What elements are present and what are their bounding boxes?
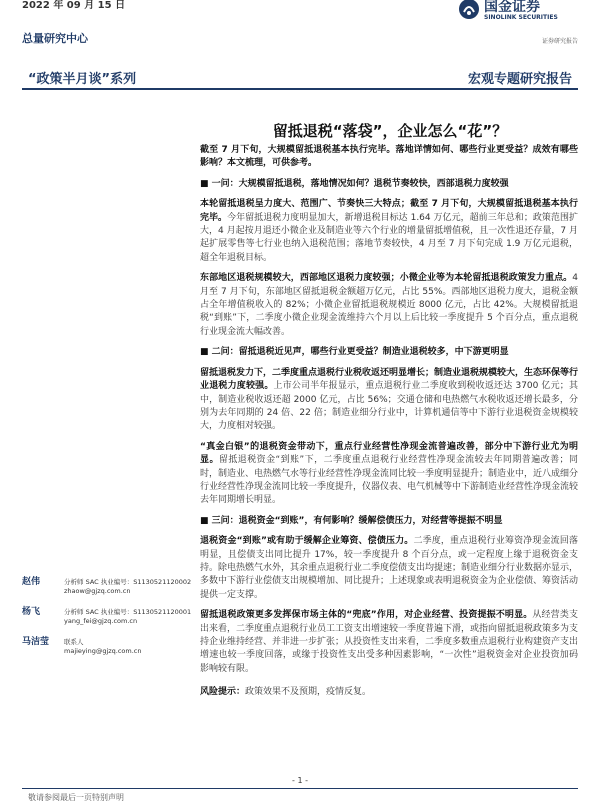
- page-number: - 1 -: [292, 776, 308, 785]
- section-2-p2-text: 留抵退税资金“到账”下，二季度重点退税行业经营性净现金流较去年同期普遍改善；同时，制造业、电热燃气水等行业经营性净现金流同比较一季度明显提升；制造业中，近八成细分行业经营性净现金流同比较一季度提升，仪器仪表、电气机械等中下游制造业经营性净现金流较去年同期增长明显。: [200, 455, 579, 506]
- risk-label: 风险提示：: [200, 687, 246, 698]
- section-3-paragraph-1: [200, 535, 578, 602]
- section-2-p1-text: 上市公司半年报显示，重点退税行业二季度收到税收返还达 3700 亿元；其中，制造业税收返还超 2000 亿元，占比 56%；交通仓储和电热燃气水税收返还增长最多，分别为去年同期的 24 倍、22 倍；制造业细分行业中，计算机通信等中下游行业退税资金规模较大，力度相对较强。: [200, 381, 578, 432]
- analyst-name: 马洁莹: [22, 637, 50, 647]
- research-center: 总量研究中心: [22, 32, 88, 45]
- footer-divider: [22, 788, 578, 789]
- section-1-p2-bold: 东部地区退税规模较大，西部地区退税力度较强；小微企业等为本轮留抵退税政策发力重点。: [200, 273, 573, 284]
- analyst-title: 分析师 SAC 执业编号：S1130521120002: [64, 578, 192, 586]
- series-name: “政策半月谈”系列: [28, 72, 137, 87]
- risk-text: 政策效果不及预期，疫情反复。: [245, 687, 372, 698]
- section-2-p2-bold: “真金白银”的退税资金带动下，重点行业经营性净现金流普遍改善，部分中下游行业尤为明显。: [200, 441, 578, 466]
- analyst-email[interactable]: majieying@gjzq.com.cn: [64, 647, 142, 655]
- analyst-title: 分析师 SAC 执业编号：S1130521120001: [64, 608, 192, 616]
- section-1-p1-text: 今年留抵退税力度明显加大，新增退税目标达 1.64 万亿元，超前三年总和；政策范围扩大，4 月起按月退还小微企业及制造业等六个行业的增量留抵增值税，且一次性退还存量，7 月起扩展零售等七行业也纳入退税范围；落地节奏较快，4 月至 7 月下旬完成 1.9 万亿元退税，超全年退税目标。: [200, 212, 578, 263]
- analyst-name: 赵伟: [22, 577, 41, 587]
- logo-text-cn: 国金证券: [484, 0, 540, 15]
- section-1-paragraph-2: [200, 272, 578, 339]
- section-3-p2-text: 从经营类支出来看，二季度重点退税行业员工工资支出增速较一季度普遍下滑，或指向留抵退税政策多为支持企业维持经营、并非进一步扩张；从投资性支出来看，二季度多数重点退税行业构建资产支出增速也较一季度回落，或缘于投资性支出受多种因素影响，“一次性”退税资金对企业投资加码影响较有限。: [200, 610, 579, 674]
- analyst-card: [22, 574, 192, 595]
- company-logo: [458, 0, 578, 34]
- section-2-paragraph-1: [200, 367, 578, 434]
- footer-disclaimer: 敬请参阅最后一页特别声明: [28, 793, 124, 802]
- section-1-p1-bold: 本轮留抵退税呈力度大、范围广、节奏快三大特点；截至 7 月下旬，大规模留抵退税基本执行完毕。: [200, 199, 578, 223]
- section-1-heading: ■ 一问：大规模留抵退税，落地情况如何？退税节奏较快，西部退税力度较强: [200, 178, 509, 189]
- intro-paragraph: 截至 7 月下旬，大规模留抵退税基本执行完毕。落地详情如何、哪些行业更受益？成效有哪些影响？本文梳理，可供参考。: [200, 145, 578, 169]
- analyst-email[interactable]: zhaow@gjzq.com.cn: [64, 587, 131, 595]
- analyst-name: 杨飞: [22, 607, 41, 617]
- report-title: 留抵退税“落袋”，企业怎么“花”？: [272, 122, 508, 140]
- risk-warning: [200, 686, 578, 699]
- header-divider: [22, 88, 578, 90]
- section-3-p2-bold: 留抵退税政策更多发挥保市场主体的“兜底”作用，对企业经营、投资提振不明显。: [200, 610, 533, 621]
- section-2-p1-bold: 留抵退税发力下，二季度重点退税行业税收返还明显增长；制造业退税规模较大，生态环保等行业退税力度较强。: [200, 367, 579, 392]
- section-3-p1-bold: 退税资金“到账”或有助于缓解企业筹资、偿债压力。: [200, 536, 414, 547]
- logo-mark-icon: [458, 0, 480, 20]
- section-2-heading: ■ 二问：留抵退税近见声，哪些行业更受益？制造业退税较多，中下游更明显: [200, 347, 509, 358]
- section-3-paragraph-2: [200, 609, 578, 676]
- logo-subtitle: 证券研究报告: [542, 38, 579, 45]
- section-3-heading: ■ 三问：退税资金“到账”，有何影响？缓解偿债压力，对经营等提振不明显: [200, 515, 503, 526]
- section-2-paragraph-2: [200, 441, 578, 508]
- report-type: 宏观专题研究报告: [467, 72, 572, 87]
- report-body: [200, 144, 578, 707]
- report-date: 2022 年 09 月 15 日: [22, 0, 126, 11]
- section-1-p2-text: 4 月至 7 月下旬，东部地区留抵退税金额超万亿元，占比 55%。西部地区退税力度大，退税金额占全年增值税收入的 82%；小微企业留抵退税规模近 8000 亿元，占比 42%。大规模留抵退税“到账”下，二季度小微企业现金流维持六个月以上后比较一季度提升 5 个百分点，重点退税行业现金流大幅改善。: [200, 273, 578, 337]
- section-3-p1-text: 二季度，重点退税行业筹资净现金流回落明显，且偿债支出同比提升 17%，较一季度提升 8 个百分点，或一定程度上缘于退税资金支持。除电热燃气水外，其余重点退税行业二季度偿债支出均提速；制造业细分行业数据亦显示，多数中下游行业偿债支出规模增加、同比提升；上述现象或表明退税资金为企业偿债、筹资活动提供一定支撑。: [200, 536, 579, 600]
- analyst-card: [22, 634, 192, 655]
- section-1-paragraph-1: [200, 198, 578, 265]
- logo-text-en: SINOLINK SECURITIES: [484, 14, 558, 21]
- analyst-email[interactable]: yang_fei@gjzq.com.cn: [64, 617, 138, 625]
- analyst-title: 联系人: [64, 638, 84, 646]
- analyst-card: [22, 604, 192, 625]
